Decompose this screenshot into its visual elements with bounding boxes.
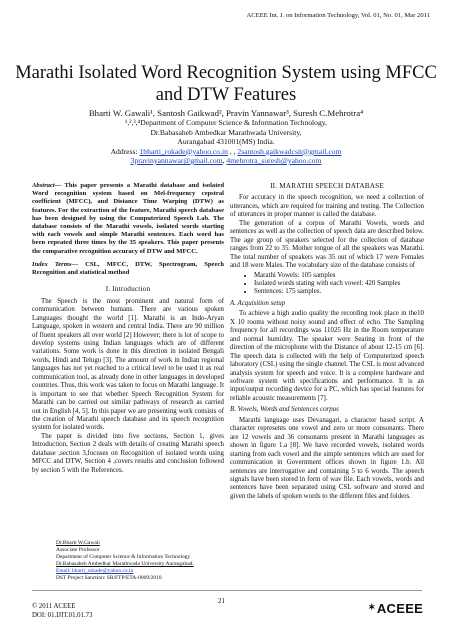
author-block (0, 109, 452, 165)
subsection-a-heading: A. Acquisition setup (230, 299, 286, 307)
info-name: Dr.Bharti W.Gawali (56, 540, 100, 546)
list-item: • Sentences: 175 samples. (254, 288, 424, 296)
address-prefix: Address: (110, 146, 140, 156)
subsection-a-paragraph: To achieve a high audio quality the recording took place in the10 X 10 rooms without noisy sound and effect of echo. The Sampling frequency for all recordings was 11025 Hz in the Room temperature and normal humidity. The speaker were Seating in front of the direction of the microphone with the Distance of about 12-15 cm [6]. The speech data is collected with the help of Computerized speech laboratory (CSL) using the single channel. The CSL is most advanced analysis system for speech and voice. It is a complete hardware and software system with specifications and performance. It is an input/output recording device for a PC, which has special features for reliable acoustic measurements [7]. (230, 310, 424, 402)
index-terms (32, 261, 224, 277)
index-terms-text: — CSL, MFCC, DTW, Spectrogram, Speech Recognition and statistical method (32, 260, 224, 277)
affiliation-line: ¹,²,³,⁴Department of Computer Science & Information Technology, (125, 118, 327, 128)
intro-paragraph-2: The paper is divided into five sections, Section 1, gives Introduction, Section 2 deals with details of creating Marathi speech database ,section 3,focuses on Recognition of isolated words using MFCC and DTW, Section 4 ,covers results and conclusion followed by section 5 with the References. (32, 432, 224, 474)
city-line: Aurangabad 431001(MS) India. (177, 137, 275, 147)
info-dept: Department of Computer Science & Information Technology (56, 554, 191, 560)
university-line: Dr.Babasaheb Ambedkar Marathwada University, (150, 127, 302, 137)
left-column (32, 182, 224, 475)
copyright: © 2011 ACEEE (32, 603, 76, 610)
section2-heading: II. MARATHI SPEECH DATABASE (270, 182, 384, 190)
intro-heading: I. Introduction (105, 285, 151, 294)
page-number: 21 (218, 597, 225, 605)
section2-paragraph-2: The generation of a corpus of Marathi Vowels, words and sentences as well as the collection of speech data are described below. The age group of speakers selected for the collection of database ranges from 22 to 35. Mother tongue of all the speakers was Marathi. The total number of speakers was 35 out of which 17 were Females and 18 were Males. The vocabulary size of the database consists of (230, 219, 424, 270)
info-position: Associate Professor (56, 547, 100, 553)
running-header: ACEEE Int. J. on Information Technology, Vol. 01, No. 01, Mar 2011 (246, 12, 430, 19)
abstract-label: Abstract (32, 182, 55, 189)
list-item: • Isolated words stating with each vowel: 420 Samples (254, 280, 424, 288)
star-icon: ✶ (368, 602, 376, 612)
info-project: DST Project Sanction: SR/FTP/ETA-0009/2010 (56, 575, 162, 581)
paper-title: Marathi Isolated Word Recognition System using MFCC and DTW Features (15, 63, 437, 105)
email-link-4[interactable]: 4mehrotra_suresh@yahoo.com (226, 156, 322, 166)
address-line-2: 3pravinyannawar@gmail.com, 4mehrotra_suresh@yahoo.com (130, 156, 322, 166)
footer-divider (32, 590, 422, 591)
intro-paragraph-1: The Speech is the most prominent and natural form of communication between humans. There are various spoken Languages thought the world [1]. Marathi is an Indo-Aryan Language, spoken in western and central India. There are 90 million of fluent speakers all over world [2] However; there is lot of scope to develop systems using Indian languages which are of different variations. Some work is done in this direction in isolated Bengali words, Hindi and Telugu [3]. The amount of work in Indian regional languages has not yet reached to a critical level to be used it as real communication tool, as already done in other languages in developed countries. Thus, this work was taken to focus on Marathi language. It is important to see that whether Speech Recognition System for Marathi can be carried out similar pathways of research as carried out in English [4, 5]. In this paper we are presenting work consists of the creation of Marathi speech database and its speech recognition system for isolated words. (32, 297, 224, 432)
author-info-box (56, 540, 236, 582)
vocabulary-list (254, 272, 424, 297)
right-column (230, 182, 424, 501)
subsection-b-paragraph: Marathi language uses Devanagari, a character based script. A character represents one vowel and zero or more consonants. There are 12 vowels and 36 consonants present in Marathi languages as shown in figure 1.a [8]. We have recorded vowels, isolated words starting from each vowel and the simple sentences which are used for communication in Government offices shown in figure 1.b. All sentences are interrogative and containing 5 to 6 words. The speech signals have been stored in form of wav file. Each vowels, words and sentences have been separated using CSL software and stored and given the labels of spoken words to the different files and folders. (230, 416, 424, 500)
aceee-logo (368, 601, 423, 616)
logo-text: ACEEE (376, 601, 424, 616)
list-item: • Marathi Vowels: 105 samples (254, 272, 424, 280)
abstract (32, 182, 224, 256)
index-terms-label: Index Terms (32, 260, 72, 268)
doi: DOI: 01.IJIT.01.01.73 (32, 611, 93, 619)
address-line (0, 147, 452, 156)
info-univ: Dr.Babasaheb Ambedkar Marathwada University Aurangabad. (56, 561, 194, 567)
email-link-3[interactable]: 3pravinyannawar@gmail.com (130, 156, 223, 166)
info-email[interactable]: Email: bharti_rokade@yahoo.co.in (56, 568, 134, 574)
email-link-1[interactable]: 1bharti_rokade@yahoo.co.in (139, 146, 228, 156)
email-link-2[interactable]: 2santosh.gaikwadcsit@gmail.com (237, 146, 342, 156)
authors-line: Bharti W. Gawali¹, Santosh Gaikwad², Pravin Yannawar³, Suresh C.Mehrotra⁴ (88, 108, 364, 118)
subsection-b-heading: B. Vowels, Words and Sentences corpus (230, 406, 339, 414)
email-separator: , , (229, 146, 236, 156)
footer-left (32, 603, 92, 620)
section2-paragraph-1: For accuracy in the speech recognition, we need a collection of utterances, which are required for training and testing. The Collection of utterances in proper manner is called the database. (230, 194, 424, 219)
abstract-text: — This paper presents a Marathi database and isolated Word recognition system based on Mel-frequency cepstral coefficient (MFCC), and Distance Time Warping (DTW) as features. For the extraction of the feature, Marathi speech database has been designed by using the Computerized Speech Lab. The database consists of the Marathi vowels, isolated words starting with each vowels and simple Marathi sentences. Each word has been repeated three times by the 35 speakers. This paper presents the comparative recognition accuracy of DTW and MFCC. (32, 182, 224, 255)
